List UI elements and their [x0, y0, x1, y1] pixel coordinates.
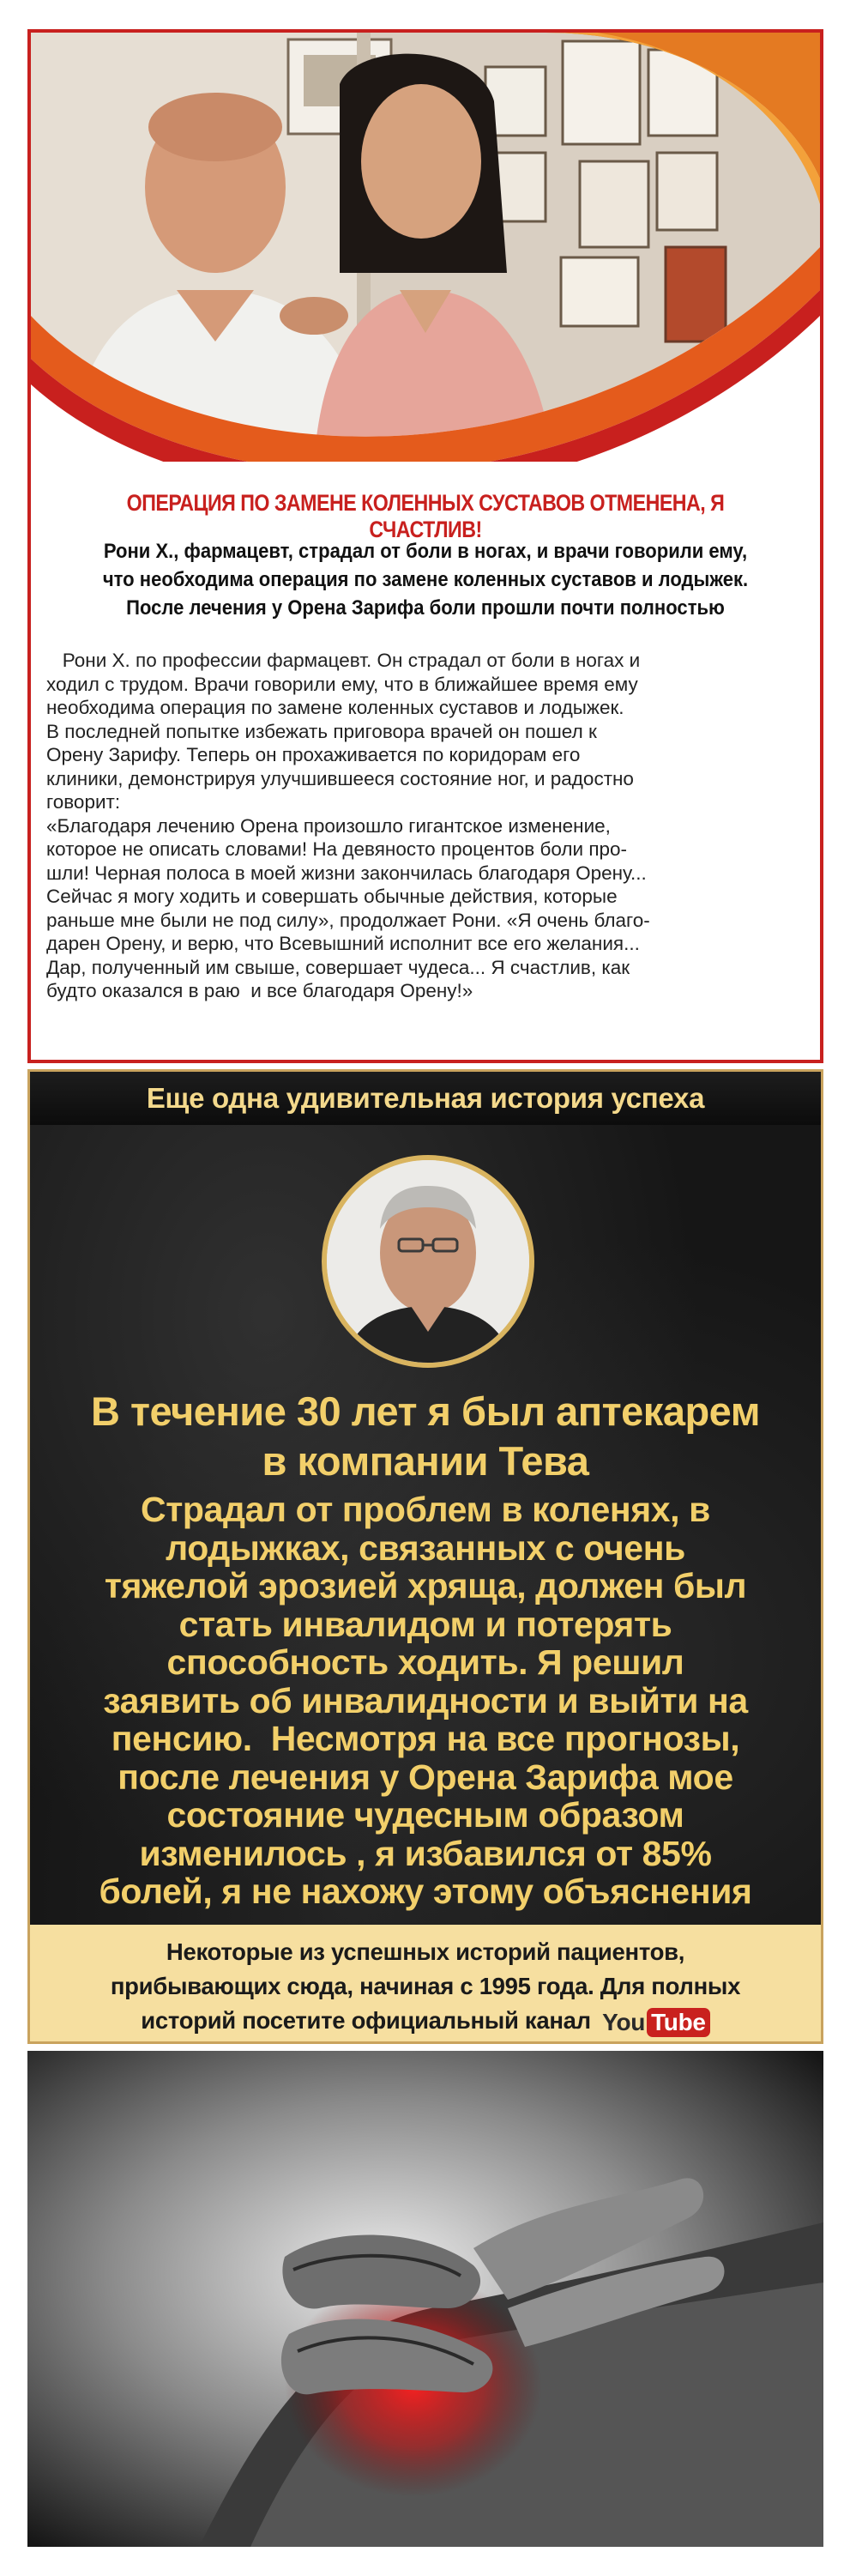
quote-line: тяжелой эрозией хряща, должен был [104, 1566, 747, 1605]
success-story-section [27, 1069, 823, 2044]
body-line: Сейчас я могу ходить и совершать обычные действия, которые [46, 886, 618, 907]
testimonial-photo [31, 33, 820, 462]
two-men-photo [31, 33, 820, 462]
youtube-logo-you: You [602, 2008, 646, 2035]
heading-line: в компании Тева [262, 1438, 589, 1484]
success-story-quote [30, 1491, 821, 1911]
quote-line: пенсию. Несмотря на все прогнозы, [111, 1719, 740, 1758]
quote-line: способность ходить. Я решил [166, 1642, 684, 1682]
subheadline-line: что необходима операция по замене коленных суставов и лодыжек. [102, 568, 749, 591]
body-line: Дар, полученный им свыше, совершает чудеса... Я счастлив, как [46, 956, 630, 978]
body-line: будто оказался в раю и все благодаря Орену!» [46, 980, 473, 1001]
body-line: Орену Зарифу. Теперь он прохаживается по коридорам его [46, 744, 581, 765]
youtube-logo-icon[interactable] [602, 2008, 710, 2037]
quote-line: Страдал от проблем в коленях, в [141, 1490, 710, 1529]
body-line: дарен Орену, и верю, что Всевышний исполнит все его желания... [46, 933, 640, 954]
footer-line-with-logo [30, 2004, 821, 2038]
body-line: которое не описать словами! На девяносто процентов боли про- [46, 838, 628, 860]
knee-pain-image [27, 2051, 823, 2547]
testimonial-card [27, 29, 823, 1063]
success-story-heading [30, 1387, 821, 1486]
testimonial-subheadline [70, 537, 781, 622]
success-story-title: Еще одна удивительная история успеха [146, 1082, 705, 1114]
testimonial-body [46, 649, 810, 1003]
knee-pain-photo [27, 2051, 823, 2547]
youtube-logo-tube: Tube [647, 2008, 710, 2037]
patient-photo [327, 1160, 529, 1363]
body-line: говорит: [46, 791, 121, 813]
patient-portrait [322, 1155, 534, 1368]
body-line: В последней попытке избежать приговора врачей он пошел к [46, 720, 597, 742]
body-line: ходил с трудом. Врачи говорили ему, что в ближайшее время ему [46, 673, 638, 695]
success-story-title-bar [30, 1072, 821, 1125]
footer-line: прибывающих сюда, начиная с 1995 года. Для полных [110, 1973, 741, 1999]
footer-line: историй посетите официальный канал [141, 2007, 591, 2034]
quote-line: после лечения у Орена Зарифа мое [118, 1757, 733, 1797]
body-line: необходима операция по замене коленных суставов и лодыжек. [46, 697, 624, 718]
body-line: Рони Х. по профессии фармацевт. Он страдал от боли в ногах и [46, 650, 641, 671]
quote-line: изменилось , я избавился от 85% [139, 1833, 712, 1873]
body-line: клиники, демонстрируя улучшившееся состояние ног, и радостно [46, 767, 634, 789]
body-line: раньше мне были не под силу», продолжает Рони. «Я очень благо- [46, 909, 650, 931]
body-line: шли! Черная полоса в моей жизни закончилась благодаря Орену... [46, 862, 647, 884]
quote-line: лодыжках, связанных с очень [166, 1527, 685, 1568]
subheadline-line: После лечения у Орена Зарифа боли прошли почти полностью [126, 596, 725, 620]
success-story-footer [30, 1925, 821, 2041]
subheadline-line: Рони Х., фармацевт, страдал от боли в ногах, и врачи говорили ему, [103, 540, 748, 563]
quote-line: болей, я не нахожу этому объяснения [99, 1872, 752, 1911]
quote-line: заявить об инвалидности и выйти на [103, 1680, 748, 1720]
testimonial-headline: ОПЕРАЦИЯ ПО ЗАМЕНЕ КОЛЕННЫХ СУСТАВОВ ОТМЕНЕНА, Я СЧАСТЛИВ! [126, 490, 725, 542]
footer-line: Некоторые из успешных историй пациентов, [166, 1938, 685, 1965]
quote-line: стать инвалидом и потерять [178, 1604, 672, 1644]
quote-line: состояние чудесным образом [166, 1795, 684, 1835]
body-line: «Благодаря лечению Орена произошло гигантское изменение, [46, 814, 611, 837]
heading-line: В течение 30 лет я был аптекарем [91, 1388, 760, 1434]
